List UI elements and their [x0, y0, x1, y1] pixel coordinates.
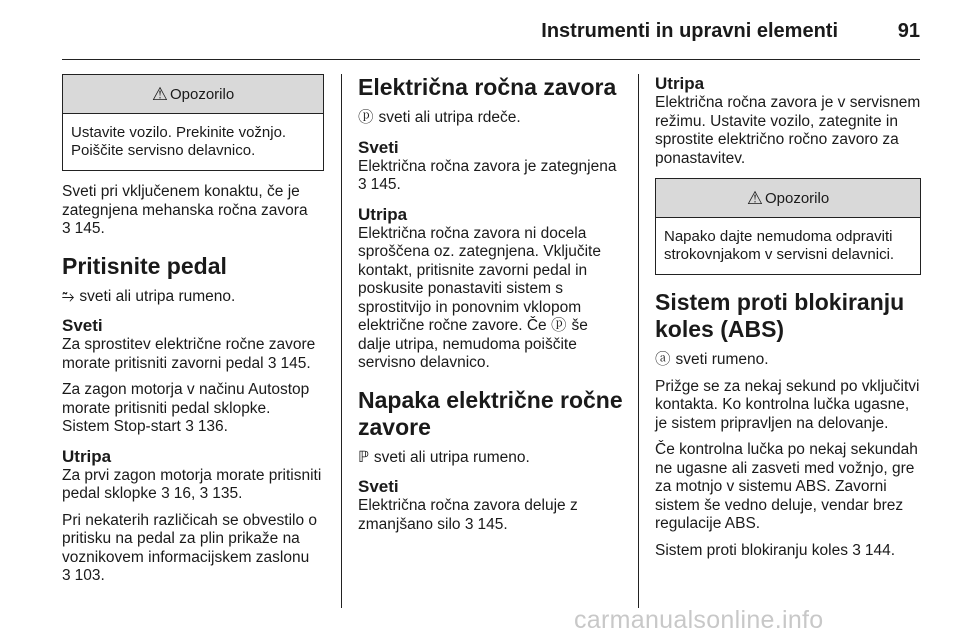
subheading-utripa: Utripa: [358, 204, 408, 224]
reference-icon: 3: [267, 354, 277, 372]
warning-box: [655, 178, 921, 275]
reference-icon: 3: [358, 176, 367, 193]
reference-icon: 3: [62, 220, 71, 237]
abs-icon: ⓐ: [655, 351, 671, 368]
section-subtitle: ⓟ sveti ali utripa rdeče.: [358, 109, 521, 126]
paragraph: Za zagon motorja v načinu Autostop morate pritisniti pedal sklopke. Sistem Stop-start 3 136.: [62, 381, 310, 435]
paragraph: Prižge se za nekaj sekund po vključitvi kontakta. Ko kontrolna lučka ugasne, je sistem pripravljen na delovanje.: [655, 377, 920, 432]
reference-icon: 3: [852, 541, 861, 559]
pedal-icon: ⥲: [62, 287, 75, 305]
paragraph: Električna ročna zavora je zategnjena 3 145.: [358, 157, 617, 193]
parking-brake-icon: ⓟ: [358, 109, 374, 126]
reference-icon: 3: [185, 418, 194, 435]
warning-text: Napako dajte nemudoma odpraviti strokovnjakom v servisni delavnici.: [664, 228, 895, 263]
reference-icon: 3: [62, 567, 71, 584]
parking-brake-icon: ⓟ: [550, 317, 567, 334]
warning-triangle-icon: ⚠: [746, 187, 763, 208]
section-title-napaka: Napaka električne ročne zavore: [358, 386, 623, 440]
paragraph: Električna ročna zavora deluje z zmanjšano silo 3 145.: [358, 497, 578, 533]
subheading-utripa: Utripa: [62, 446, 112, 466]
section-subtitle: ⥲ sveti ali utripa rumeno.: [62, 287, 236, 305]
paragraph: Pri nekaterih različicah se obvestilo o pritisku na pedal za plin prikaže na voznikovem informacijskem zaslonu 3 103.: [62, 511, 318, 584]
page-header-title: Instrumenti in upravni elementi: [541, 20, 838, 42]
warning-header: [656, 179, 920, 218]
column-2: [358, 74, 624, 542]
column-divider-1: [341, 74, 342, 608]
warning-header: [63, 75, 323, 114]
section-subtitle: ℙ sveti ali utripa rumeno.: [358, 448, 530, 466]
page-number: 91: [897, 20, 920, 42]
paragraph: Električna ročna zavora ni docela sproščena oz. zategnjena. Vključite kontakt, pritisnite zavorni pedal in poskusite ponastaviti sistem s sprostitvijo in ponovnim vklopom električne ročne zavore. Če ⓟ še dalje utripa, nemudoma poiščite servisno delavnico.: [358, 224, 601, 371]
subheading-sveti: Sveti: [62, 316, 103, 335]
section-subtitle: ⓐ sveti rumeno.: [655, 351, 769, 368]
paragraph: Za sprostitev električne ročne zavore morate pritisniti zavorni pedal 3 145.: [62, 336, 316, 372]
reference-icon: 3: [161, 485, 170, 502]
paragraph: Sistem proti blokiranju koles 3 144.: [655, 541, 896, 559]
subheading-utripa: Utripa: [655, 74, 705, 93]
warning-title: Opozorilo: [169, 85, 235, 103]
intro-paragraph: Sveti pri vključenem konaktu, če je zategnjena mehanska ročna zavora 3 145.: [62, 183, 308, 237]
subheading-sveti: Sveti: [358, 477, 399, 496]
reference-icon: 3: [464, 515, 474, 533]
paragraph: Za prvi zagon motorja morate pritisniti pedal sklopke 3 16, 3 135.: [62, 466, 322, 502]
warning-triangle-icon: ⚠: [151, 83, 168, 104]
brake-fault-icon: ℙ: [358, 448, 369, 466]
paragraph: Električna ročna zavora je v servisnem režimu. Ustavite vozilo, zategnite in sprostite električno ročno zavoro za ponastavitev.: [655, 94, 921, 167]
header-divider: [62, 59, 920, 60]
section-title-abs: Sistem proti blokiranju koles (ABS): [655, 289, 905, 342]
reference-icon: 3: [199, 485, 209, 502]
subheading-sveti: Sveti: [358, 137, 399, 157]
column-1: [62, 74, 324, 594]
watermark: carmanualsonline.info: [574, 606, 824, 634]
paragraph: Če kontrolna lučka po nekaj sekundah ne ugasne ali zasveti med vožnjo, gre za motnjo v sistemu ABS. Zavorni sistem še vedno deluje, vendar brez regulacije ABS.: [655, 441, 918, 532]
column-divider-2: [638, 74, 639, 608]
section-title-elektricna-rocna-zavora: Električna ročna zavora: [358, 74, 617, 100]
warning-text: Ustavite vozilo. Prekinite vožnjo. Poiščite servisno delavnico.: [71, 124, 287, 159]
warning-box: [62, 74, 324, 171]
column-3: [655, 74, 921, 568]
section-title-pritisnite-pedal: Pritisnite pedal: [62, 252, 227, 279]
warning-title: Opozorilo: [764, 189, 830, 207]
